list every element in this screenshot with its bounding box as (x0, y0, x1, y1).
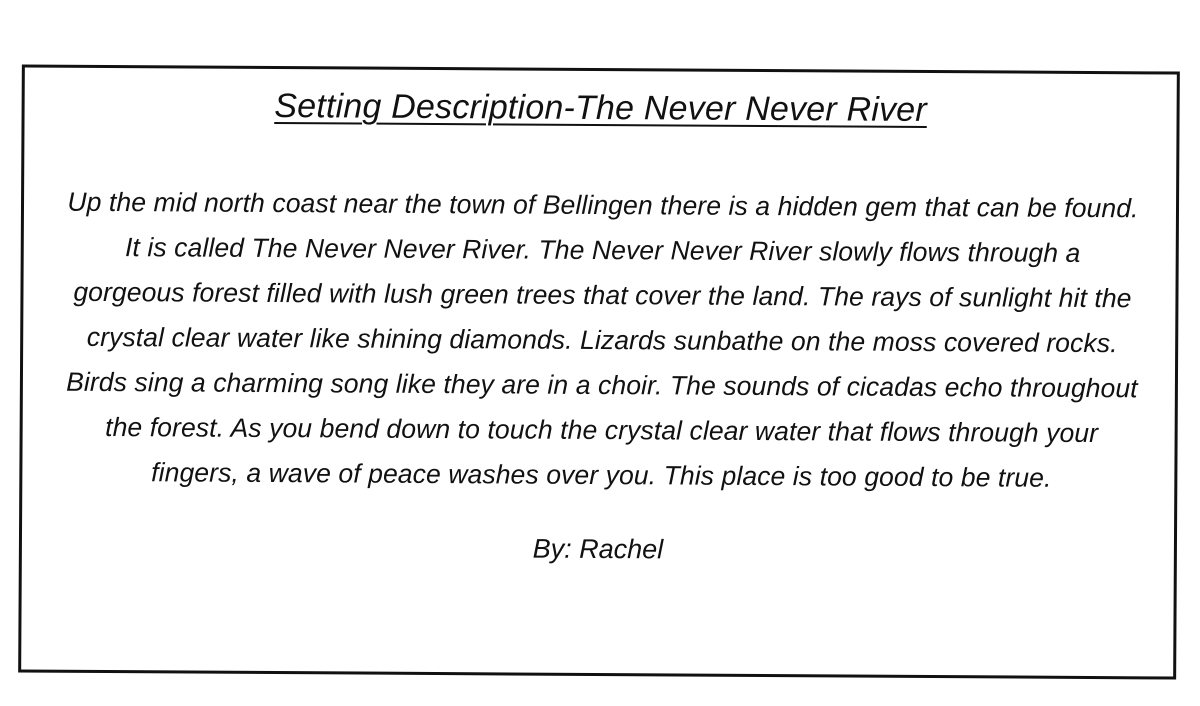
description-paragraph (42, 180, 1162, 502)
paragraph-line: Up the mid north coast near the town of Bellingen there is a hidden gem that can be found. (67, 186, 1139, 224)
paragraph-line: Birds sing a charming song like they are in a choir. The sounds of cicadas echo throughout (66, 366, 1138, 404)
paragraph-line: crystal clear water like shining diamonds. Lizards sunbathe on the moss covered rocks. (86, 321, 1118, 359)
paragraph-line: fingers, a wave of peace washes over you. This place is too good to be true. (151, 457, 1052, 493)
document-title: Setting Description-The Never Never River (274, 87, 927, 129)
author-byline: By: Rachel (532, 533, 664, 565)
paragraph-line: It is called The Never Never River. The Never Never River slowly flows through a (124, 232, 1081, 268)
paragraph-line: the forest. As you bend down to touch the crystal clear water that flows through your (105, 411, 1099, 449)
document-frame (18, 64, 1180, 679)
paragraph-line: gorgeous forest filled with lush green trees that cover the land. The rays of sunlight hit the (73, 276, 1132, 314)
